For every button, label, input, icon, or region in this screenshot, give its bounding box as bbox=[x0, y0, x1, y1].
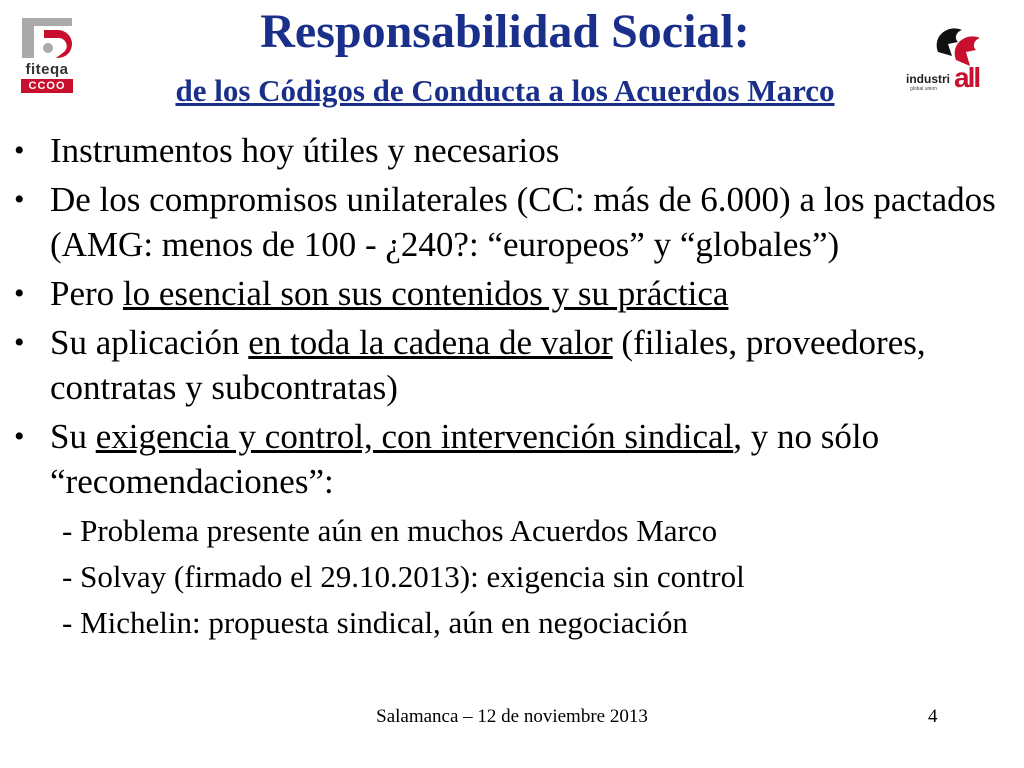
sub-bullet-item: - Solvay (firmado el 29.10.2013): exigencia sin control bbox=[62, 559, 745, 594]
fiteqa-wordmark: fiteqa bbox=[25, 61, 69, 78]
industriall-logo bbox=[902, 22, 1010, 102]
bullet-dot-icon: • bbox=[14, 134, 25, 167]
industriall-wordmark: industri bbox=[906, 72, 950, 86]
bullet-item bbox=[14, 271, 1004, 316]
bullet-text: Instrumentos hoy útiles y necesarios bbox=[50, 131, 560, 170]
slide-subtitle: de los Códigos de Conducta a los Acuerdos Marco bbox=[175, 73, 835, 108]
footer-text: Salamanca – 12 de noviembre 2013 bbox=[376, 706, 648, 727]
slide-title: Responsabilidad Social: bbox=[260, 5, 750, 58]
bullet-underlined-text: en toda la cadena de valor bbox=[248, 323, 613, 362]
sub-bullet-item: - Problema presente aún en muchos Acuerdos Marco bbox=[62, 513, 718, 548]
bullet-text: Su bbox=[50, 417, 96, 456]
bullet-item bbox=[14, 414, 1004, 504]
bullet-dot-icon: • bbox=[14, 326, 25, 359]
bullet-underlined-text: exigencia y control, con intervención sindical bbox=[95, 417, 734, 456]
bullet-text: (filiales, proveedores, contratas y subcontratas) bbox=[50, 323, 926, 407]
sub-bullet-item: - Michelin: propuesta sindical, aún en negociación bbox=[62, 605, 688, 640]
bullet-dot-icon: • bbox=[14, 420, 25, 453]
bullet-text: Pero bbox=[50, 274, 123, 313]
bullet-item bbox=[14, 320, 1004, 410]
bullet-dot-icon: • bbox=[14, 277, 25, 310]
bullet-underlined-text: lo esencial son sus contenidos y su práctica bbox=[122, 274, 729, 313]
bullet-text: , y no sólo “recomendaciones”: bbox=[50, 417, 880, 501]
industriall-all-mark: all bbox=[954, 62, 980, 93]
fiteqa-emblem-icon bbox=[14, 16, 80, 60]
page-number: 4 bbox=[928, 706, 938, 727]
fiteqa-ccoo-logo bbox=[14, 16, 80, 100]
ccoo-badge: CCOO bbox=[21, 79, 73, 93]
bullet-dot-icon: • bbox=[14, 183, 25, 216]
industriall-tagline: global union bbox=[910, 86, 937, 92]
bullet-list bbox=[14, 128, 1004, 646]
bullet-text: Su aplicación bbox=[50, 323, 249, 362]
bullet-item bbox=[14, 128, 1004, 173]
bullet-item bbox=[14, 177, 1004, 267]
bullet-text: De los compromisos unilaterales (CC: más de 6.000) a los pactados (AMG: menos de 100 - ¿240?: “europeos” y “globales”) bbox=[50, 180, 996, 264]
